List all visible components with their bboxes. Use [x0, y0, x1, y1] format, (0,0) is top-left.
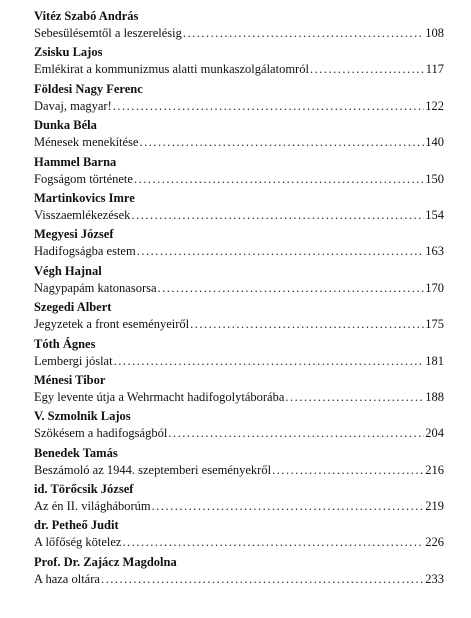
dot-leader	[139, 134, 424, 151]
entry-title: Nagypapám katonasorsa	[34, 280, 157, 295]
dot-leader	[122, 534, 424, 551]
entry-line	[34, 462, 444, 479]
toc-entry[interactable]	[34, 117, 444, 153]
entry-author: Végh Hajnal	[34, 263, 102, 278]
toc-entry[interactable]	[34, 226, 444, 262]
entry-page-number: 140	[425, 135, 444, 150]
entry-title: Fogságom története	[34, 171, 133, 186]
dot-leader	[137, 243, 425, 260]
entry-title: Szökésem a hadifogságból	[34, 426, 168, 441]
entry-author: Vitéz Szabó András	[34, 9, 139, 23]
dot-leader	[131, 207, 424, 224]
entry-title: Sebesülésemtől a leszerelésig	[34, 26, 182, 40]
entry-title: Emlékirat a kommunizmus alatti munkaszolgálatomról	[34, 62, 309, 77]
entry-title: A haza oltára	[34, 571, 100, 586]
entry-author: Földesi Nagy Ferenc	[34, 81, 143, 96]
entry-page-number: 163	[425, 244, 444, 259]
entry-title: Hadifogságba estem	[34, 244, 136, 259]
entry-author: Benedek Tamás	[34, 445, 118, 460]
dot-leader	[101, 571, 424, 588]
dot-leader	[152, 498, 425, 515]
entry-page-number: 108	[425, 26, 444, 40]
entry-title: Az én II. világháborúm	[34, 499, 151, 514]
toc-entry[interactable]	[34, 44, 444, 80]
dot-leader	[158, 280, 425, 297]
dot-leader	[114, 353, 425, 370]
entry-author: Tóth Ágnes	[34, 336, 96, 351]
entry-line	[34, 280, 444, 297]
toc-entry[interactable]	[34, 408, 444, 444]
entry-page-number: 226	[425, 535, 444, 550]
toc-entry[interactable]	[34, 8, 444, 44]
dot-leader	[168, 425, 424, 442]
entry-line	[34, 353, 444, 370]
toc-entry[interactable]	[34, 336, 444, 372]
toc-entry[interactable]	[34, 190, 444, 226]
entry-author: Megyesi József	[34, 227, 114, 242]
toc-entry[interactable]	[34, 517, 444, 553]
entry-line	[34, 571, 444, 588]
toc-entry[interactable]	[34, 299, 444, 335]
entry-title: Ménesek menekítése	[34, 135, 139, 150]
entry-line	[34, 316, 444, 333]
entry-title: A lőfőség kötelez	[34, 535, 122, 550]
entry-page-number: 233	[425, 571, 444, 586]
entry-line	[34, 425, 444, 442]
entry-author: dr. Petheő Judit	[34, 518, 119, 533]
entry-title: Lembergi jóslat	[34, 353, 113, 368]
entry-title: Jegyzetek a front eseményeiről	[34, 317, 190, 332]
entry-author: Martinkovics Imre	[34, 190, 135, 205]
entry-line	[34, 98, 444, 115]
table-of-contents	[34, 8, 444, 590]
dot-leader	[113, 98, 425, 115]
entry-title: Davaj, magyar!	[34, 98, 112, 113]
dot-leader	[272, 462, 424, 479]
entry-line	[34, 171, 444, 188]
dot-leader	[183, 25, 424, 42]
entry-page-number: 181	[425, 353, 444, 368]
entry-author: Ménesi Tibor	[34, 372, 106, 387]
entry-page-number: 204	[425, 426, 444, 441]
entry-author: Szegedi Albert	[34, 300, 112, 315]
entry-line	[34, 61, 444, 78]
entry-page-number: 154	[425, 207, 444, 222]
entry-author: Prof. Dr. Zajácz Magdolna	[34, 554, 177, 569]
toc-entry[interactable]	[34, 554, 444, 590]
toc-entry[interactable]	[34, 263, 444, 299]
toc-entry[interactable]	[34, 154, 444, 190]
entry-author: id. Törőcsik József	[34, 482, 134, 497]
entry-page-number: 117	[425, 62, 444, 77]
entry-line	[34, 134, 444, 151]
entry-author: V. Szmolnik Lajos	[34, 409, 131, 424]
entry-title: Visszaemlékezések	[34, 207, 131, 222]
dot-leader	[190, 316, 424, 333]
entry-line	[34, 534, 444, 551]
entry-line	[34, 389, 444, 406]
entry-line	[34, 207, 444, 224]
entry-author: Dunka Béla	[34, 118, 97, 133]
toc-entry[interactable]	[34, 481, 444, 517]
dot-leader	[134, 171, 424, 188]
entry-page-number: 150	[425, 171, 444, 186]
entry-title: Beszámoló az 1944. szeptemberi eseményekről	[34, 462, 272, 477]
entry-page-number: 122	[425, 98, 444, 113]
toc-entry[interactable]	[34, 81, 444, 117]
entry-author: Zsisku Lajos	[34, 45, 103, 60]
entry-line	[34, 25, 444, 42]
dot-leader	[285, 389, 424, 406]
entry-title: Egy levente útja a Wehrmacht hadifogolytáborába	[34, 389, 285, 404]
entry-page-number: 175	[425, 317, 444, 332]
toc-entry[interactable]	[34, 445, 444, 481]
entry-page-number: 216	[425, 462, 444, 477]
entry-line	[34, 498, 444, 515]
entry-page-number: 188	[425, 389, 444, 404]
entry-author: Hammel Barna	[34, 154, 117, 169]
entry-page-number: 219	[425, 499, 444, 514]
entry-line	[34, 243, 444, 260]
entry-page-number: 170	[425, 280, 444, 295]
toc-entry[interactable]	[34, 372, 444, 408]
dot-leader	[310, 61, 425, 78]
